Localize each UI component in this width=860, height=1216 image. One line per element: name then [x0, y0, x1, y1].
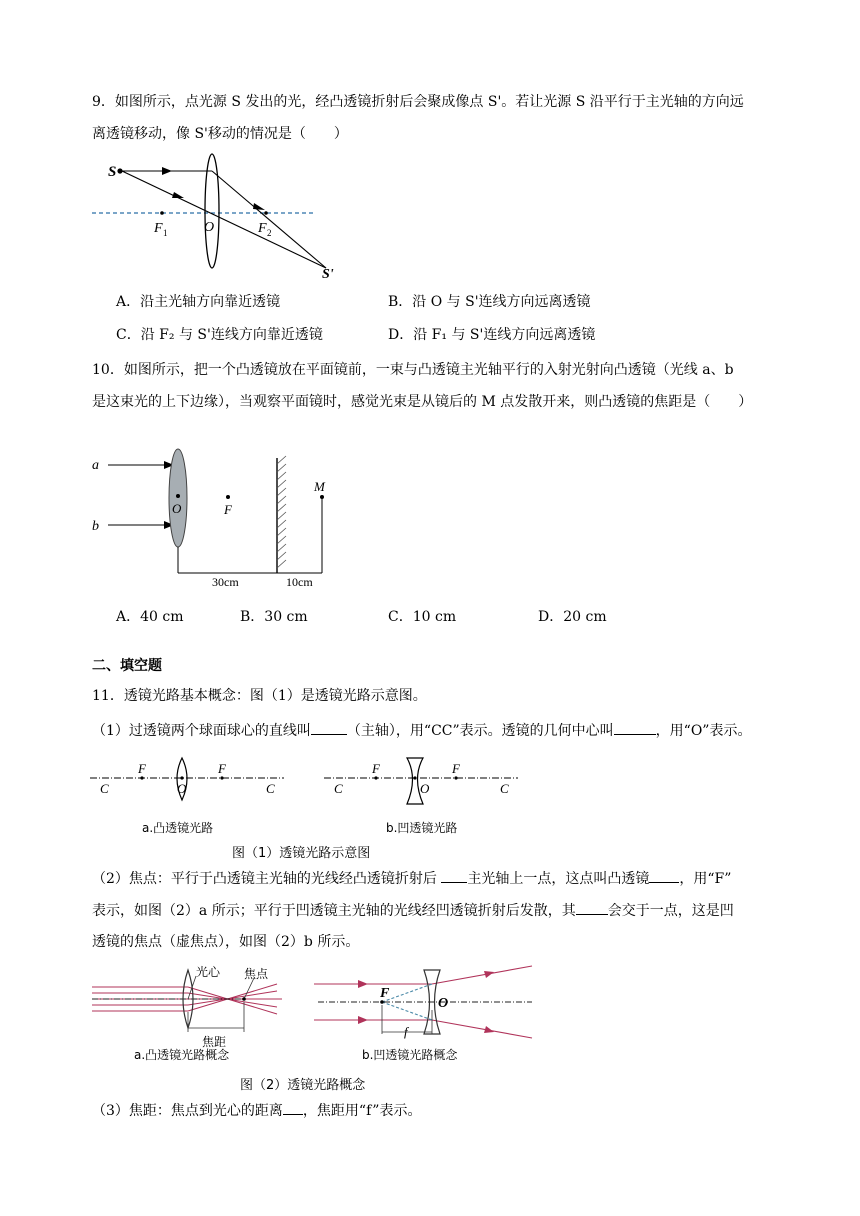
- blank-1[interactable]: [311, 720, 347, 735]
- label-O: O: [438, 996, 449, 1011]
- label-f: f: [404, 1024, 408, 1039]
- q11-part2-text-b: 主光轴上一点，这点叫凸透镜: [467, 871, 650, 887]
- q11-part3: [92, 1100, 421, 1121]
- label-O: O: [420, 781, 430, 796]
- blank-6[interactable]: [283, 1100, 303, 1115]
- q9-option-c[interactable]: C．沿 F₂ 与 S'连线方向靠近透镜: [116, 327, 323, 343]
- label-b: b: [92, 519, 99, 534]
- blank-5[interactable]: [576, 900, 608, 915]
- section-title: 二、填空题: [92, 658, 162, 674]
- label-F2-sub: 2: [267, 228, 272, 238]
- figure-1-title: 图（1）透镜光路示意图: [232, 846, 371, 861]
- ray-through-center: [122, 171, 326, 268]
- caption-convex: a.凸透镜光路: [142, 821, 214, 835]
- q9-option-b[interactable]: B．沿 O 与 S'连线方向远离透镜: [388, 294, 591, 310]
- q10-option-a[interactable]: A．40 cm: [116, 609, 184, 625]
- label-F-left: F: [138, 761, 146, 776]
- point-F: [226, 495, 230, 499]
- ray-refracted: [212, 171, 326, 268]
- label-M: M: [314, 479, 325, 494]
- q9-option-d[interactable]: D．沿 F₁ 与 S'连线方向远离透镜: [388, 327, 596, 343]
- label-F: F: [380, 986, 390, 1001]
- point-O: [176, 494, 180, 498]
- label-S: S: [108, 164, 117, 180]
- q9-stem-line2: 离透镜移动，像 S'移动的情况是（ ）: [92, 126, 348, 142]
- q11-part1-text-b: （主轴），用“CC”表示。透镜的几何中心叫: [346, 723, 614, 739]
- label-C-right: C: [500, 781, 509, 796]
- label-optical-center: 光心: [196, 965, 221, 979]
- q11-part3-text-a: （3）焦距：焦点到光心的距离: [92, 1103, 283, 1119]
- blank-2[interactable]: [614, 720, 656, 735]
- label-F2: F: [258, 221, 267, 236]
- label-C-left: C: [100, 781, 109, 796]
- blank-3[interactable]: [441, 868, 467, 883]
- label-focal-length: 焦距: [202, 1035, 227, 1049]
- q9-stem-line1: 9．如图所示，点光源 S 发出的光，经凸透镜折射后会聚成像点 S'。若让光源 S 沿平行于主光轴的方向远: [92, 94, 744, 110]
- label-F-right: F: [218, 761, 226, 776]
- arrow-head: [162, 167, 172, 175]
- q10-figure: [86, 440, 346, 590]
- mirror-hatching: [277, 456, 286, 568]
- q10-option-c[interactable]: C．10 cm: [388, 609, 457, 625]
- label-F1-sub: 1: [163, 228, 168, 238]
- q11-part2-text-e: 会交于一点，这是凹: [607, 903, 734, 919]
- arrow-head: [172, 192, 184, 198]
- q11-part1-text-a: （1）过透镜两个球面球心的直线叫: [92, 723, 311, 739]
- figure-2-title: 图（2）透镜光路概念: [240, 1078, 366, 1093]
- label-O: O: [177, 781, 187, 796]
- q11-part2-line3: 透镜的焦点（虚焦点），如图（2）b 所示。: [92, 934, 360, 950]
- label-C-right: C: [266, 781, 275, 796]
- q10-stem-line2: 是这束光的上下边缘），当观察平面镜时，感觉光束是从镜后的 M 点发散开来，则凸透镜的焦距是（ ）: [92, 394, 753, 410]
- label-F-right: F: [452, 761, 460, 776]
- q11-part2-text-c: ，用“F”: [679, 871, 732, 887]
- label-F: F: [224, 502, 232, 517]
- q11-part1-text-c: ，用“O”表示。: [655, 723, 752, 739]
- q11-part2-text-a: （2）焦点：平行于凸透镜主光轴的光线经凸透镜折射后: [92, 871, 437, 887]
- label-F1: F: [154, 221, 163, 236]
- label-O: O: [204, 220, 215, 235]
- label-S-prime: S': [322, 267, 334, 280]
- point-S: [117, 168, 122, 173]
- q10-option-d[interactable]: D．20 cm: [538, 609, 607, 625]
- q9-option-a[interactable]: A．沿主光轴方向靠近透镜: [116, 294, 281, 310]
- label-10cm: 10cm: [286, 575, 313, 589]
- blank-4[interactable]: [649, 868, 679, 883]
- q9-figure: [90, 148, 350, 280]
- point-F1: [160, 211, 164, 215]
- q10-option-b[interactable]: B．30 cm: [240, 609, 308, 625]
- caption-concave-concept: b.凹透镜光路概念: [362, 1048, 458, 1062]
- q11-intro: 11．透镜光路基本概念：图（1）是透镜光路示意图。: [92, 688, 427, 704]
- q11-part2-text-d: 表示，如图（2）a 所示；平行于凹透镜主光轴的光线经凹透镜折射后发散，其: [92, 903, 576, 919]
- q11-part2-line1: [92, 868, 731, 889]
- concave-concept: [314, 966, 532, 1038]
- q11-part2-line2: [92, 900, 734, 921]
- label-a: a: [92, 458, 99, 473]
- q11-part1: [92, 720, 751, 741]
- caption-concave: b.凹透镜光路: [386, 821, 458, 835]
- arrow-head: [253, 203, 265, 210]
- label-focal-point: 焦点: [244, 967, 269, 981]
- label-30cm: 30cm: [212, 575, 239, 589]
- caption-convex-concept: a.凸透镜光路概念: [134, 1048, 230, 1062]
- point-F2: [264, 211, 268, 215]
- label-O: O: [172, 501, 182, 516]
- q11-part3-text-b: ，焦距用“f”表示。: [302, 1103, 422, 1119]
- q10-stem-line1: 10．如图所示，把一个凸透镜放在平面镜前，一束与凸透镜主光轴平行的入射光射向凸透镜（光线 a、b: [92, 362, 734, 378]
- label-C-left: C: [334, 781, 343, 796]
- label-F-left: F: [372, 761, 380, 776]
